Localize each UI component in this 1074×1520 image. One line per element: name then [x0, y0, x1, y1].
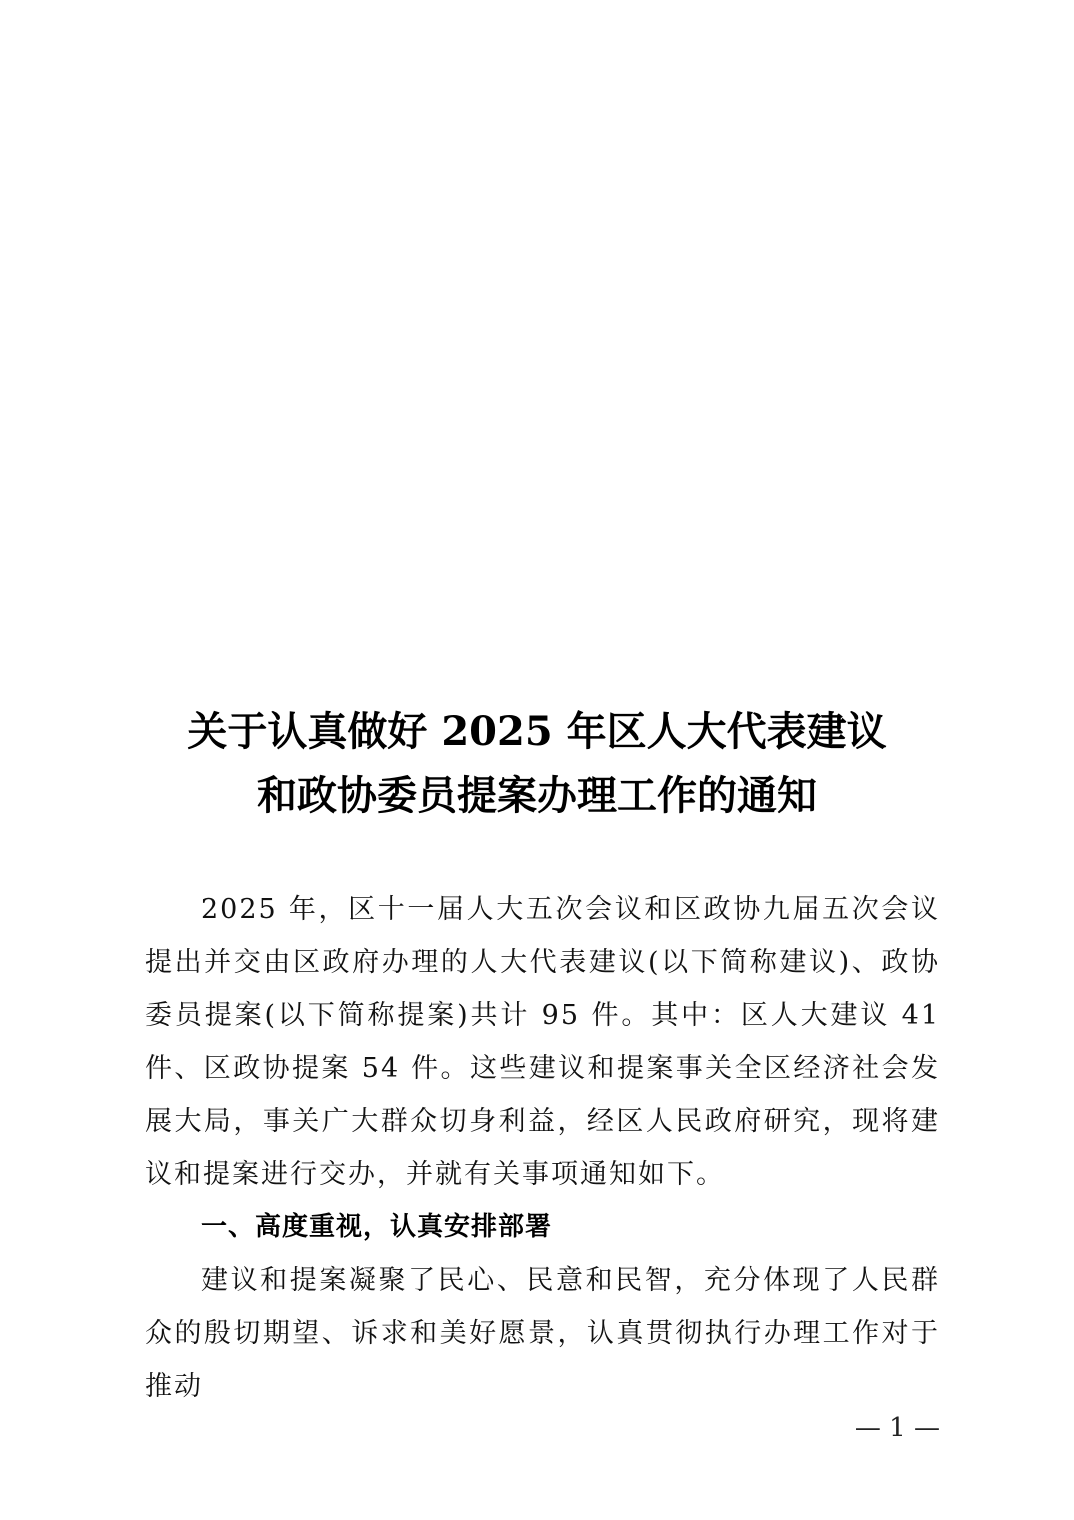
paragraph-intro: 2025 年，区十一届人大五次会议和区政协九届五次会议提出并交由区政府办理的人大代表建议(以下简称建议)、政协委员提案(以下简称提案)共计 95 件。其中：区人大建议 41 件、区政协提案 54 件。这些建议和提案事关全区经济社会发展大局，事关广大群众切身利益，经区人民政府研究，现将建议和提案进行交办，并就有关事项通知如下。	[145, 894, 940, 1190]
page-number: — 1 —	[854, 1413, 940, 1443]
paragraph-section-1: 建议和提案凝聚了民心、民意和民智，充分体现了人民群众的殷切期望、诉求和美好愿景，认真贯彻执行办理工作对于推动	[145, 1265, 940, 1402]
title-line-2: 和政协委员提案办理工作的通知	[257, 772, 817, 819]
title-line-1: 关于认真做好 2025 年区人大代表建议	[187, 708, 887, 755]
document-body	[145, 883, 940, 1413]
document-title	[0, 700, 1074, 828]
section-heading: 一、高度重视，认真安排部署	[201, 1212, 553, 1242]
